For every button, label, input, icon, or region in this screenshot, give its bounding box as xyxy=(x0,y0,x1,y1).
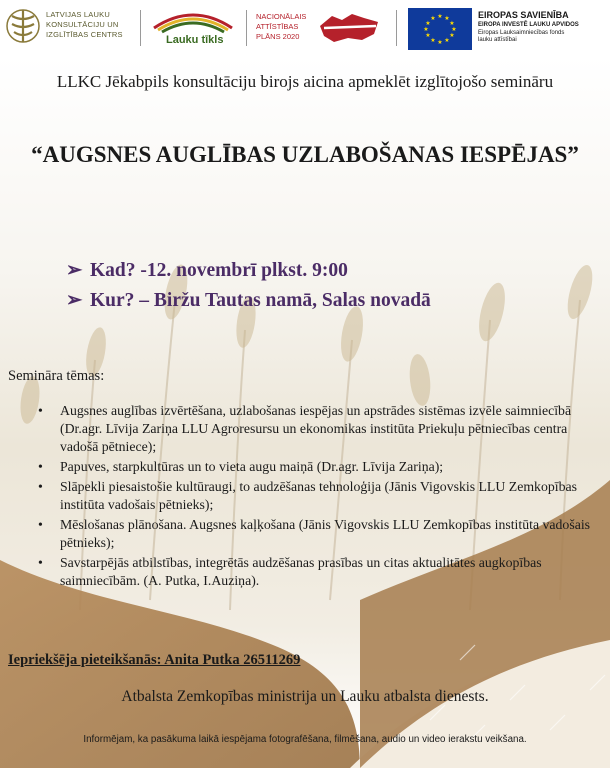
event-when xyxy=(66,256,431,286)
list-item: • Mēslošanas plānošana. Augsnes kaļķošana (Jānis Vigovskis LLU Zemkopības institūta vadošais pētnieks); xyxy=(38,517,591,550)
svg-text:★: ★ xyxy=(437,13,443,20)
svg-text:★: ★ xyxy=(444,15,450,22)
eu-title: EIROPAS SAVIENĪBA xyxy=(478,10,569,20)
nap-2020-text: NACIONĀLAIS ATTĪSTĪBAS PLĀNS 2020 xyxy=(256,12,307,41)
eu-flag-icon xyxy=(408,8,472,50)
lauku-tikls-logo xyxy=(150,6,240,48)
svg-text:★: ★ xyxy=(451,26,457,33)
topics-heading: Semināra tēmas: xyxy=(8,368,105,384)
list-item: • Savstarpējās atbilstības, integrētās audzēšanas prasības un citas aktualitātes augkopības saimniecībām. (A. Putka, I.Auziņa). xyxy=(38,555,542,588)
latvia-map-icon xyxy=(318,12,380,44)
arrow-bullet-icon: ➢ xyxy=(66,260,83,281)
logo-divider xyxy=(246,10,247,46)
llkc-logo xyxy=(6,8,134,48)
arrow-bullet-icon: ➢ xyxy=(66,290,83,311)
bullet-icon: • xyxy=(38,403,43,418)
event-where-text: Kur? – Biržu Tautas namā, Salas novadā xyxy=(90,290,431,311)
lauku-tikls-text: Lauku tīkls xyxy=(166,34,224,46)
nap-2020-logo xyxy=(254,10,380,50)
seminar-title: “AUGSNES AUGLĪBAS UZLABOŠANAS IESPĒJAS” xyxy=(31,142,579,167)
event-when-text: Kad? -12. novembrī plkst. 9:00 xyxy=(90,260,348,281)
bullet-icon: • xyxy=(38,459,43,474)
svg-text:★: ★ xyxy=(430,37,436,44)
svg-text:★: ★ xyxy=(430,15,436,22)
list-item: • Augsnes auglības izvērtēšana, uzlabošanas iespējas un apstrādes sistēmas izvēle saimniecībā (Dr.agr. Līvija Zariņa LLU Agroresursu un ekonomikas institūta Priekuļu pētniecības centra vadošā pētniece); xyxy=(38,403,572,454)
preregistration-contact: Iepriekšēja pieteikšanās: Anita Putka 26511269 xyxy=(8,652,301,668)
bullet-icon: • xyxy=(38,517,43,532)
svg-text:★: ★ xyxy=(444,37,450,44)
svg-text:★: ★ xyxy=(423,26,429,33)
photo-notice: Informējam, ka pasākuma laikā iespējama fotografēšana, filmēšana, audio un video ierakstu veikšana. xyxy=(83,734,527,745)
event-where xyxy=(66,286,431,316)
llkc-logo-text: LATVIJAS LAUKU KONSULTĀCIJU UN IZGLĪTĪBAS CENTRS xyxy=(46,10,123,39)
support-note: Atbalsta Zemkopības ministrija un Lauku atbalsta dienests. xyxy=(121,688,489,705)
svg-text:★: ★ xyxy=(449,32,455,39)
svg-text:★: ★ xyxy=(425,32,431,39)
logo-divider xyxy=(396,10,397,46)
bullet-icon: • xyxy=(38,479,43,494)
list-item: • Slāpekli piesaistošie kultūraugi, to audzēšanas tehnoloģija (Jānis Vigovskis LLU Zemkopības institūta vadošais pētnieks); xyxy=(38,479,577,512)
eu-logo xyxy=(408,8,608,52)
svg-text:★: ★ xyxy=(437,39,443,46)
partner-logos-bar xyxy=(0,0,610,56)
llkc-emblem-icon xyxy=(6,8,40,44)
svg-text:★: ★ xyxy=(449,20,455,27)
eu-subtitle: EIROPA INVESTĒ LAUKU APVIDOS Eiropas Lauksaimniecības fonds lauku attīstībai xyxy=(478,22,579,43)
topics-list xyxy=(38,402,600,592)
event-details xyxy=(66,256,431,316)
invitation-intro: LLKC Jēkabpils konsultāciju birojs aicina apmeklēt izglītojošo semināru xyxy=(56,72,554,91)
lauku-tikls-emblem-icon xyxy=(150,6,236,34)
svg-text:★: ★ xyxy=(425,20,431,27)
logo-divider xyxy=(140,10,141,46)
bullet-icon: • xyxy=(38,555,43,570)
list-item: • Papuves, starpkultūras un to vieta augu maiņā (Dr.agr. Līvija Zariņa); xyxy=(38,459,444,474)
